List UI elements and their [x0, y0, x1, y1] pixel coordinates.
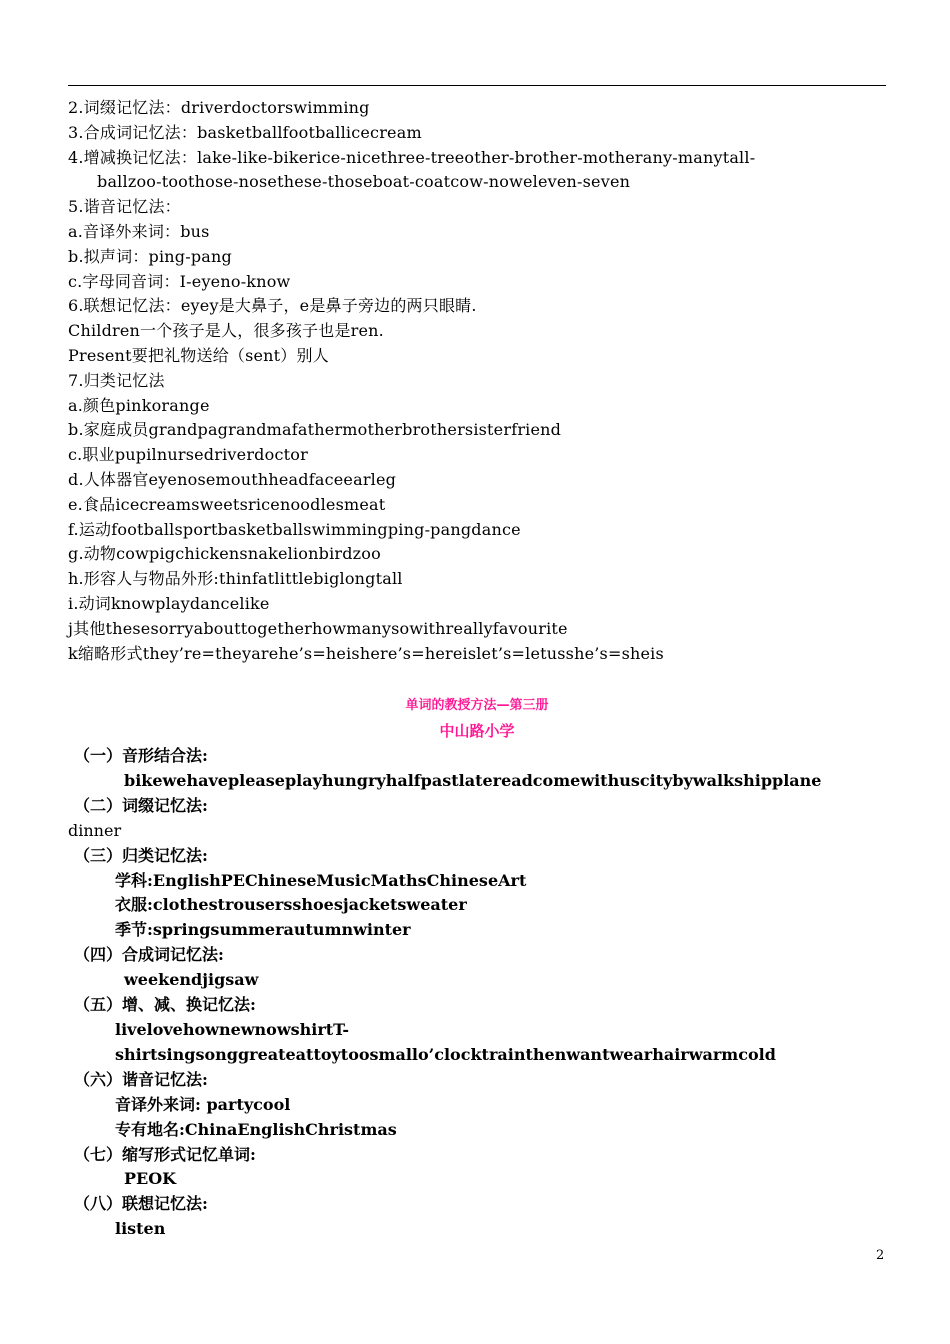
text-line: i.动词knowplaydancelike — [68, 593, 270, 613]
text-line: Children一个孩子是人，很多孩子也是ren. — [68, 321, 384, 341]
text-line: Present要把礼物送给（sent）别人 — [68, 345, 329, 365]
text-line: 2.词缀记忆法：driverdoctorswimming — [68, 98, 370, 117]
text-line: 7.归类记忆法 — [68, 370, 165, 390]
text-line: b.家庭成员grandpagrandmafathermotherbrothersisterfriend — [68, 420, 562, 440]
text-line: b.拟声词：ping-pang — [68, 246, 232, 266]
text-line: k缩略形式they’re=theyarehe’s=heishere’s=hereislet’s=letusshe’s=sheis — [68, 643, 664, 663]
text-line: f.运动footballsportbasketballswimmingping-pangdance — [68, 519, 521, 539]
method-words: 衣服:clothestrousersshoesjacketsweater — [115, 895, 467, 915]
text-line: ballzoo-toothose-nosethese-thoseboat-coatcow-noweleven-seven — [97, 172, 631, 192]
text-line: a.音译外来词：bus — [68, 221, 210, 241]
method-words: dinner — [68, 820, 122, 840]
method-words: weekendjigsaw — [124, 970, 259, 990]
page-number: 2 — [876, 1248, 885, 1263]
text-line: d.人体器官eyenosemouthheadfaceearleg — [68, 469, 397, 489]
text-line: a.颜色pinkorange — [68, 395, 210, 415]
text-line: 5.谐音记忆法： — [68, 197, 181, 217]
method-words: shirtsingsonggreateattoytoosmallo’clocktrainthenwantwearhairwarmcold — [115, 1044, 776, 1064]
method-heading: （八）联想记忆法: — [74, 1194, 208, 1214]
method-words: bikewehavepleaseplayhungryhalfpastlatereadcomewithuscitybywalkshipplane — [124, 770, 822, 790]
method-words: 专有地名:ChinaEnglishChristmas — [115, 1119, 397, 1139]
header-rule — [68, 85, 886, 86]
method-heading: （二）词缀记忆法: — [74, 795, 208, 815]
text-line: g.动物cowpigchickensnakelionbirdzoo — [68, 544, 381, 564]
text-line: 3.合成词记忆法：basketballfootballicecream — [68, 122, 422, 142]
section-title: 单词的教授方法—第三册 — [405, 698, 549, 713]
text-line: c.字母同音词：I-eyeno-know — [68, 271, 291, 291]
method-heading: （五）增、减、换记忆法: — [74, 995, 256, 1015]
text-line: j其他thesesorryabouttogetherhowmanysowithreallyfavourite — [68, 618, 568, 638]
method-words: 季节:springsummerautumnwinter — [115, 920, 411, 940]
method-heading: （四）合成词记忆法: — [74, 945, 224, 965]
section-teaching-methods — [68, 694, 898, 1242]
school-name: 中山路小学 — [439, 722, 515, 740]
method-heading: （三）归类记忆法: — [74, 845, 208, 865]
method-heading: （七）缩写形式记忆单词: — [74, 1144, 256, 1164]
text-line: 4.增减换记忆法：lake-like-bikerice-nicethree-treeother-brother-motherany-manytall- — [68, 147, 756, 167]
text-line: e.食品icecreamsweetsricenoodlesmeat — [68, 494, 386, 514]
method-words: 音译外来词: partycool — [115, 1094, 291, 1114]
text-line: 6.联想记忆法：eyey是大鼻子，e是鼻子旁边的两只眼睛. — [68, 296, 477, 316]
text-line: c.职业pupilnursedriverdoctor — [68, 445, 308, 465]
method-words: listen — [115, 1219, 166, 1239]
method-heading: （六）谐音记忆法: — [74, 1069, 208, 1089]
text-line: h.形容人与物品外形:thinfatlittlebiglongtall — [68, 569, 403, 589]
method-words: PEOK — [124, 1169, 177, 1189]
method-words: 学科:EnglishPEChineseMusicMathsChineseArt — [115, 870, 527, 890]
method-words: livelovehownewnowshirtT- — [115, 1019, 350, 1039]
method-heading: （一）音形结合法: — [74, 746, 208, 765]
section-memory-methods — [68, 96, 898, 666]
